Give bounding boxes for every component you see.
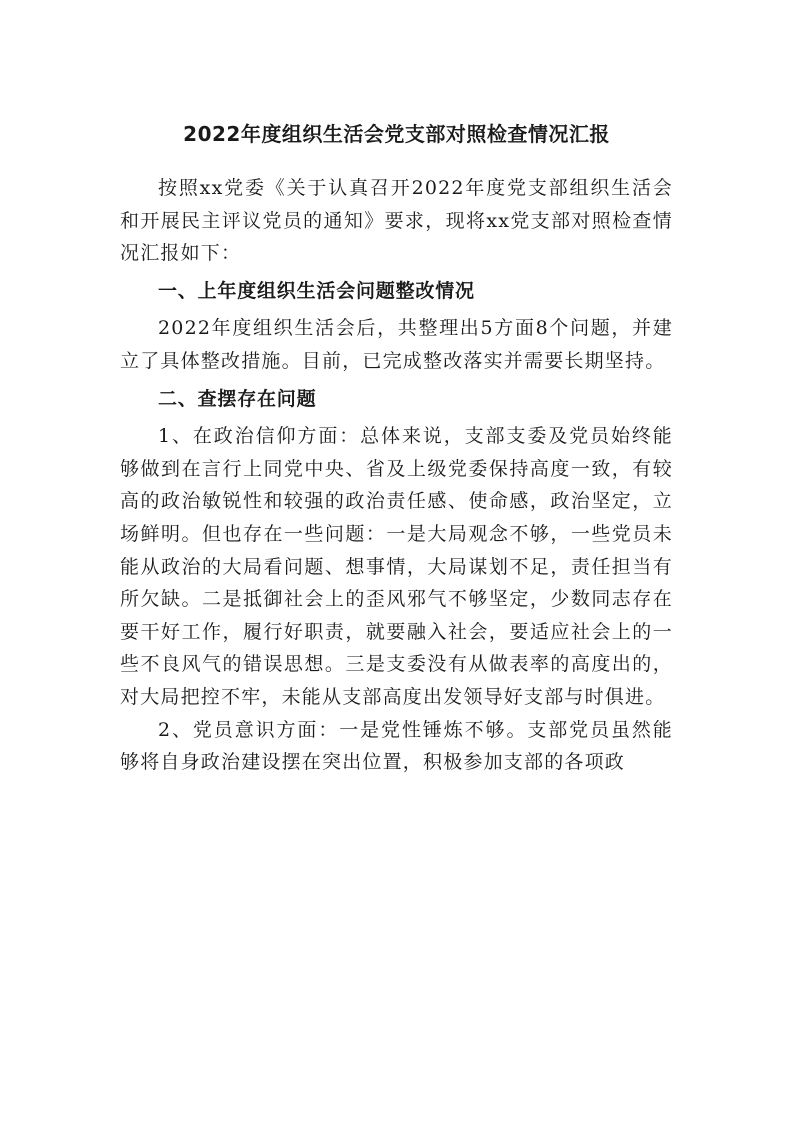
intro-paragraph: 按照xx党委《关于认真召开2022年度党支部组织生活会和开展民主评议党员的通知》要求，现将xx党支部对照检查情况汇报如下： <box>120 177 673 265</box>
section-2-item-2: 2、党员意识方面：一是党性锤炼不够。支部党员虽然能够将自身政治建设摆在突出位置，积极参加支部的各项政 <box>120 718 673 774</box>
section-2-item-1: 1、在政治信仰方面：总体来说，支部支委及党员始终能够做到在言行上同党中央、省及上级党委保持高度一致，有较高的政治敏锐性和较强的政治责任感、使命感，政治坚定，立场鲜明。但也存在一些问题：一是大局观念不够，一些党员未能从政治的大局看问题、想事情，大局谋划不足，责任担当有所欠缺。二是抵御社会上的歪风邪气不够坚定，少数同志存在要干好工作，履行好职责，就要融入社会，要适应社会上的一些不良风气的错误思想。三是支委没有从做表率的高度出的，对大局把控不牢，未能从支部高度出发领导好支部与时俱进。 <box>120 425 673 708</box>
document-title: 2022年度组织生活会党支部对照检查情况汇报 <box>183 122 610 146</box>
section-2-heading: 二、查摆存在问题 <box>158 387 317 410</box>
section-1-paragraph: 2022年度组织生活会后，共整理出5方面8个问题，并建立了具体整改措施。目前，已完成整改落实并需要长期坚持。 <box>120 317 673 372</box>
document-body <box>120 172 673 779</box>
section-1-heading: 一、上年度组织生活会问题整改情况 <box>158 279 475 302</box>
